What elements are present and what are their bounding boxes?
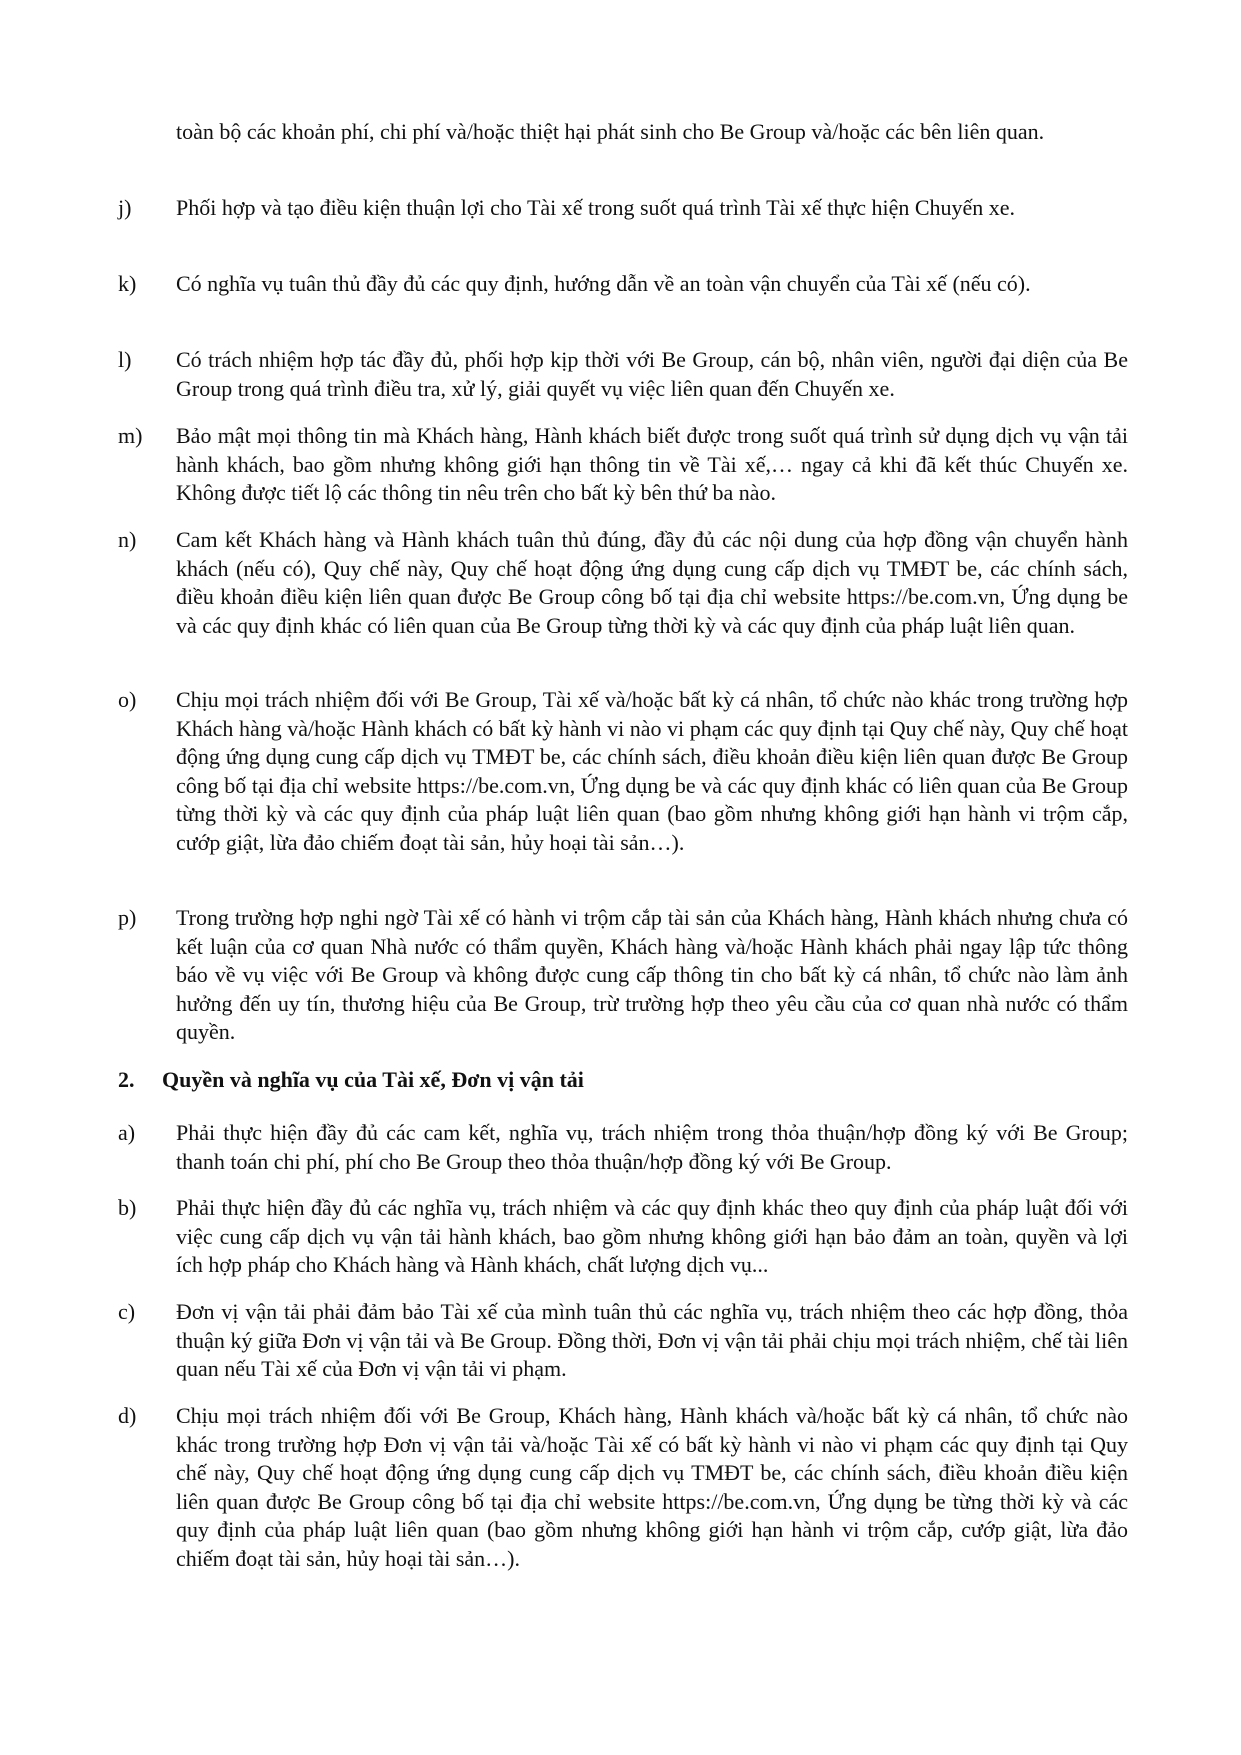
list-item-b bbox=[118, 1194, 1128, 1280]
section-heading bbox=[118, 1066, 1128, 1095]
list-marker: a) bbox=[118, 1120, 136, 1145]
list-item-text: Có nghĩa vụ tuân thủ đầy đủ các quy định, hướng dẫn về an toàn vận chuyển của Tài xế (nếu có). bbox=[176, 271, 1031, 296]
section-title: Quyền và nghĩa vụ của Tài xế, Đơn vị vận tải bbox=[162, 1067, 584, 1092]
list-item-text: Có trách nhiệm hợp tác đầy đủ, phối hợp kịp thời với Be Group, cán bộ, nhân viên, người đại diện của Be Group trong quá trình điều tra, xử lý, giải quyết vụ việc liên quan đến Chuyến xe. bbox=[176, 347, 1128, 401]
list-marker: m) bbox=[118, 423, 143, 448]
list-item-text: Cam kết Khách hàng và Hành khách tuân thủ đúng, đầy đủ các nội dung của hợp đồng vận chuyển hành khách (nếu có), Quy chế này, Quy chế hoạt động ứng dụng cung cấp dịch vụ TMĐT be, các chính sách, điều khoản điều kiện liên quan được Be Group công bố tại địa chỉ website https://be.com.vn, Ứng dụng be và các quy định khác có liên quan của Be Group từng thời kỳ và các quy định của pháp luật liên quan. bbox=[176, 527, 1128, 638]
list-marker: k) bbox=[118, 271, 137, 296]
list-marker: l) bbox=[118, 347, 132, 372]
list-item-text: Chịu mọi trách nhiệm đối với Be Group, Khách hàng, Hành khách và/hoặc bất kỳ cá nhân, tổ chức nào khác trong trường hợp Đơn vị vận tải và/hoặc Tài xế có bất kỳ hành vi nào vi phạm các quy định tại Quy chế này, Quy chế hoạt động ứng dụng cung cấp dịch vụ TMĐT be, các chính sách, điều khoản điều kiện liên quan được Be Group công bố tại địa chỉ website https://be.com.vn, Ứng dụng be từng thời kỳ và các quy định của pháp luật liên quan (bao gồm nhưng không giới hạn hành vi trộm cắp, cướp giật, lừa đảo chiếm đoạt tài sản, hủy hoại tài sản…). bbox=[176, 1403, 1128, 1571]
list-marker: n) bbox=[118, 527, 137, 552]
list-item-text: Chịu mọi trách nhiệm đối với Be Group, Tài xế và/hoặc bất kỳ cá nhân, tổ chức nào khác trong trường hợp Khách hàng và/hoặc Hành khách có bất kỳ hành vi nào vi phạm các quy định tại Quy chế này, Quy chế hoạt động ứng dụng cung cấp dịch vụ TMĐT be, các chính sách, điều khoản điều kiện liên quan được Be Group công bố tại địa chỉ website https://be.com.vn, Ứng dụng be và các quy định khác có liên quan của Be Group từng thời kỳ và các quy định của pháp luật liên quan (bao gồm nhưng không giới hạn hành vi trộm cắp, cướp giật, lừa đảo chiếm đoạt tài sản, hủy hoại tài sản…). bbox=[176, 687, 1128, 855]
list-item-text: Phải thực hiện đầy đủ các nghĩa vụ, trách nhiệm và các quy định khác theo quy định của pháp luật đối với việc cung cấp dịch vụ vận tải hành khách, bao gồm nhưng không giới hạn bảo đảm an toàn, quyền và lợi ích hợp pháp cho Khách hàng và Hành khách, chất lượng dịch vụ... bbox=[176, 1195, 1128, 1278]
list-item-n bbox=[118, 526, 1128, 640]
list-item-l bbox=[118, 346, 1128, 403]
list-marker: o) bbox=[118, 687, 137, 712]
list-item-o bbox=[118, 686, 1128, 858]
list-item-text: Phối hợp và tạo điều kiện thuận lợi cho Tài xế trong suốt quá trình Tài xế thực hiện Chuyến xe. bbox=[176, 195, 1016, 220]
list-item-text: Phải thực hiện đầy đủ các cam kết, nghĩa vụ, trách nhiệm trong thỏa thuận/hợp đồng ký với Be Group; thanh toán chi phí, phí cho Be Group theo thỏa thuận/hợp đồng ký với Be Group. bbox=[176, 1120, 1128, 1174]
section-number: 2. bbox=[118, 1067, 135, 1092]
list-marker: c) bbox=[118, 1299, 136, 1324]
list-item-text: Trong trường hợp nghi ngờ Tài xế có hành vi trộm cắp tài sản của Khách hàng, Hành khách nhưng chưa có kết luận của cơ quan Nhà nước có thẩm quyền, Khách hàng và/hoặc Hành khách phải ngay lập tức thông báo về vụ việc với Be Group và không được cung cấp thông tin cho bất kỳ cá nhân, tổ chức nào làm ảnh hưởng đến uy tín, thương hiệu của Be Group, trừ trường hợp theo yêu cầu của cơ quan nhà nước có thẩm quyền. bbox=[176, 905, 1128, 1045]
list-item-j bbox=[118, 194, 1128, 223]
list-item-p bbox=[118, 904, 1128, 1047]
list-item-d bbox=[118, 1402, 1128, 1574]
continuation-paragraph bbox=[118, 118, 1128, 147]
list-item-text: Đơn vị vận tải phải đảm bảo Tài xế của mình tuân thủ các nghĩa vụ, trách nhiệm theo các hợp đồng, thỏa thuận ký giữa Đơn vị vận tải và Be Group. Đồng thời, Đơn vị vận tải phải chịu mọi trách nhiệm, chế tài liên quan nếu Tài xế của Đơn vị vận tải vi phạm. bbox=[176, 1299, 1128, 1382]
list-item-a bbox=[118, 1119, 1128, 1176]
list-marker: d) bbox=[118, 1403, 137, 1428]
list-item-c bbox=[118, 1298, 1128, 1384]
list-marker: p) bbox=[118, 905, 137, 930]
list-marker: j) bbox=[118, 195, 132, 220]
list-item-text: Bảo mật mọi thông tin mà Khách hàng, Hành khách biết được trong suốt quá trình sử dụng dịch vụ vận tải hành khách, bao gồm nhưng không giới hạn thông tin về Tài xế,… ngay cả khi đã kết thúc Chuyến xe. Không được tiết lộ các thông tin nêu trên cho bất kỳ bên thứ ba nào. bbox=[176, 423, 1128, 506]
list-marker: b) bbox=[118, 1195, 137, 1220]
paragraph-text: toàn bộ các khoản phí, chi phí và/hoặc thiệt hại phát sinh cho Be Group và/hoặc các bên liên quan. bbox=[176, 119, 1045, 144]
list-item-m bbox=[118, 422, 1128, 508]
list-item-k bbox=[118, 270, 1128, 299]
